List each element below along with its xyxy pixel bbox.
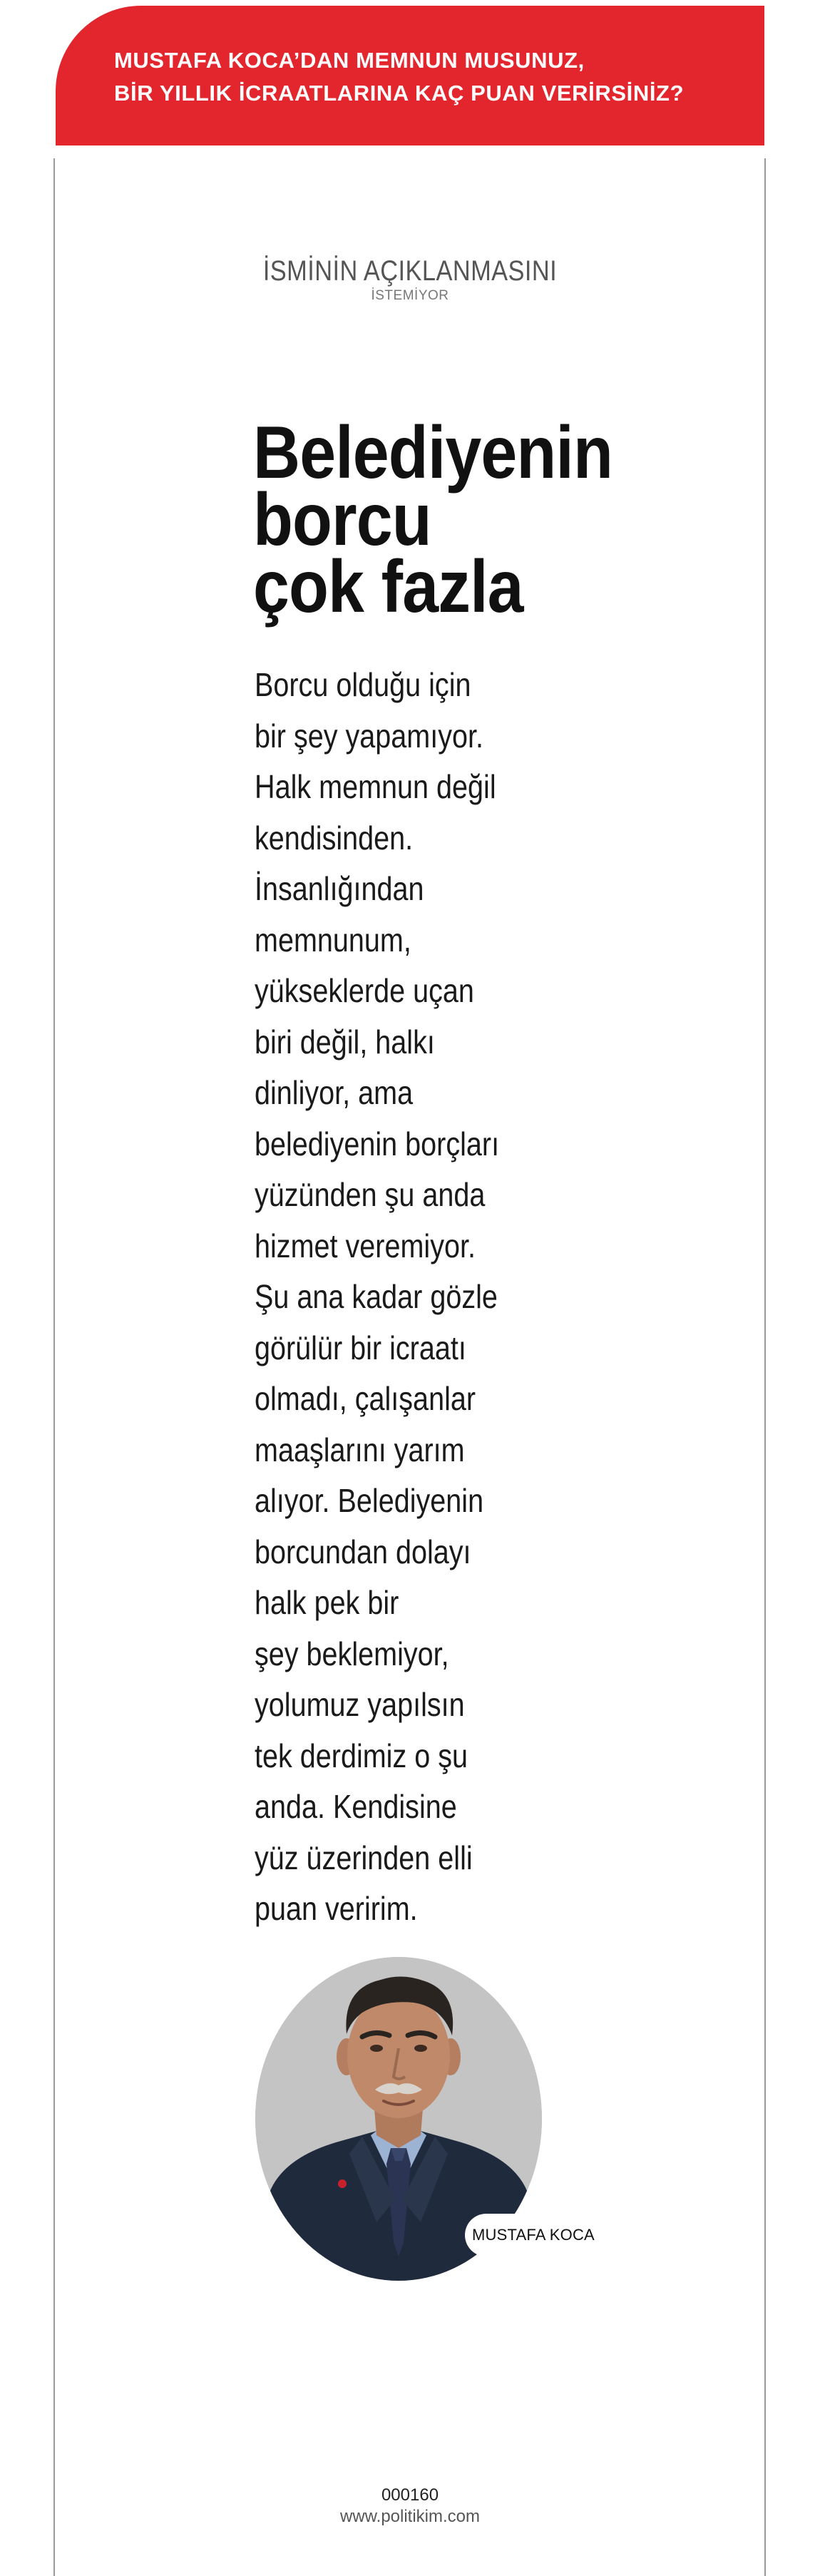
body-line: biri değil, halkı xyxy=(255,1023,435,1060)
body-line: borcundan dolayı xyxy=(255,1533,471,1570)
body-line: dinliyor, ama xyxy=(255,1074,414,1111)
page-footer xyxy=(0,2485,820,2528)
body-line: bir şey yapamıyor. xyxy=(255,717,484,755)
website-link[interactable]: www.politikim.com xyxy=(339,2507,481,2526)
body-line: kendisinden. xyxy=(255,819,414,857)
body-line: yolumuz yapılsın xyxy=(255,1686,465,1723)
body-line: maaşlarını yarım xyxy=(255,1431,465,1468)
body-line: İnsanlığından xyxy=(255,870,424,907)
article-headline xyxy=(253,412,613,628)
body-line: Şu ana kadar gözle xyxy=(255,1278,498,1315)
body-line: anda. Kendisine xyxy=(255,1788,457,1825)
banner-question-line-2: BİR YILLIK İCRAATLARINA KAÇ PUAN VERİRSİNİZ? xyxy=(114,81,685,106)
body-line: memnunum, xyxy=(255,921,411,959)
page-code: 000160 xyxy=(381,2485,439,2505)
body-line: puan veririm. xyxy=(255,1890,418,1927)
question-banner xyxy=(56,6,764,145)
body-line: yüzünden şu anda xyxy=(255,1176,486,1213)
respondent-title: İSMİNİN AÇIKLANMASINI xyxy=(262,255,558,287)
headline-line: Belediyenin xyxy=(253,412,613,494)
respondent-subtitle: İSTEMİYOR xyxy=(371,288,449,303)
body-line: alıyor. Belediyenin xyxy=(255,1482,484,1519)
body-line: olmadı, çalışanlar xyxy=(255,1380,476,1417)
body-line: tek derdimiz o şu xyxy=(255,1737,468,1774)
body-line: şey beklemiyor, xyxy=(255,1635,449,1672)
body-line: Halk memnun değil xyxy=(255,768,496,805)
headline-line: çok fazla xyxy=(253,546,523,628)
banner-question-line-1: MUSTAFA KOCA’DAN MEMNUN MUSUNUZ, xyxy=(114,48,585,73)
name-caption xyxy=(465,2214,625,2256)
headline-line: borcu xyxy=(253,479,431,561)
respondent-label xyxy=(0,254,820,304)
body-line: görülür bir icraatı xyxy=(255,1329,466,1366)
body-line: belediyenin borçları xyxy=(255,1125,500,1162)
body-line: yükseklerde uçan xyxy=(255,972,474,1009)
body-line: halk pek bir xyxy=(255,1584,399,1621)
body-line: Borcu olduğu için xyxy=(255,666,471,703)
article-body xyxy=(255,660,549,1935)
frame-right-border xyxy=(764,158,766,2576)
body-line: yüz üzerinden elli xyxy=(255,1839,473,1876)
body-line: hizmet veremiyor. xyxy=(255,1227,476,1264)
frame-left-border xyxy=(53,158,55,2576)
name-caption-text: MUSTAFA KOCA xyxy=(472,2226,595,2244)
